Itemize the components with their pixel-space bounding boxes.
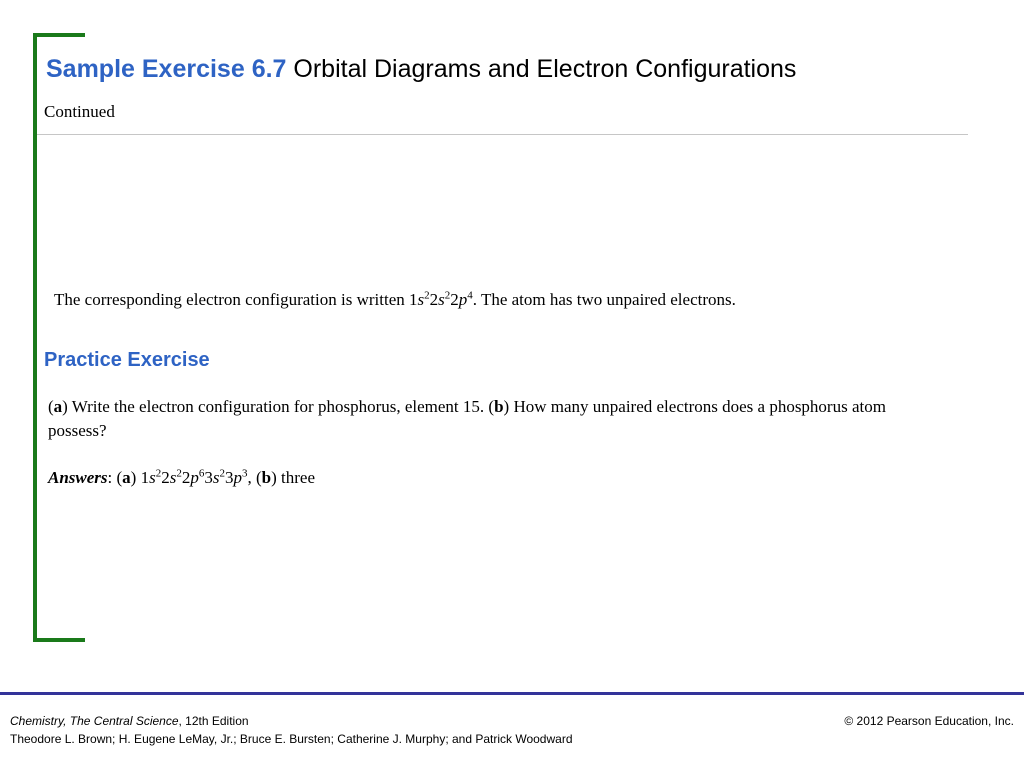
shell-number: 2	[181, 468, 191, 487]
shell-number: 2	[161, 468, 170, 487]
green-bracket-bottom	[33, 638, 85, 642]
electron-count: 6	[198, 467, 205, 480]
orbital-letter: s	[149, 468, 156, 487]
shell-number: 3	[204, 468, 213, 487]
orbital-letter: s	[169, 468, 177, 487]
electron-count: 3	[241, 467, 248, 480]
footer-authors: Theodore L. Brown; H. Eugene LeMay, Jr.; Bruce E. Bursten; Catherine J. Murphy; and Patrick Woodward	[10, 732, 573, 746]
header-divider	[37, 134, 968, 135]
exercise-title: Orbital Diagrams and Electron Configurations	[293, 55, 797, 83]
orbital-letter: s	[417, 290, 425, 309]
electron-count: 2	[219, 467, 225, 480]
answer-b-text: ) three	[271, 468, 315, 487]
book-edition: , 12th Edition	[178, 714, 249, 728]
answer-b-label: b	[261, 468, 272, 487]
answer-a-label: a	[122, 468, 131, 487]
question-paren: (	[48, 397, 54, 416]
green-bracket-top	[33, 33, 85, 37]
practice-exercise-heading: Practice Exercise	[44, 349, 210, 371]
practice-question	[48, 395, 918, 443]
book-title: Chemistry, The Central Science	[10, 714, 179, 728]
orbital-letter: p	[233, 468, 242, 487]
answers-separator: : (	[107, 468, 123, 487]
electron-count: 2	[176, 467, 182, 480]
solution-configuration	[418, 290, 473, 309]
practice-answers	[48, 466, 315, 490]
slide-title	[46, 52, 796, 86]
question-part-a: ) Write the electron configuration for phosphorus, element 15. (	[62, 397, 495, 416]
orbital-letter: s	[212, 468, 220, 487]
continued-label: Continued	[44, 102, 115, 121]
exercise-number: Sample Exercise 6.7	[46, 55, 287, 83]
footer-divider	[0, 692, 1024, 695]
question-part-b: ) How many unpaired electrons does a phosphorus atom possess?	[48, 397, 886, 440]
orbital-letter: p	[190, 468, 199, 487]
answers-label: Answers	[48, 468, 108, 487]
answer-mid: , (	[247, 468, 262, 487]
part-b-label: b	[494, 397, 504, 416]
electron-count: 2	[444, 289, 451, 302]
footer-copyright: © 2012 Pearson Education, Inc.	[844, 714, 1014, 728]
footer-book-info	[10, 713, 249, 730]
part-a-label: a	[53, 397, 63, 416]
solution-text	[54, 288, 736, 312]
orbital-letter: s	[438, 290, 445, 309]
solution-text-after: . The atom has two unpaired electrons.	[472, 290, 736, 309]
orbital-letter: p	[458, 290, 468, 309]
shell-number: 2	[450, 290, 459, 309]
answer-configuration	[149, 468, 247, 487]
shell-number: 3	[224, 468, 234, 487]
solution-text-before: The corresponding electron configuration is written 1	[54, 290, 418, 309]
shell-number: 2	[429, 290, 439, 309]
electron-count: 4	[467, 289, 473, 302]
answer-a-lead: ) 1	[130, 468, 150, 487]
electron-count: 2	[424, 289, 430, 302]
green-bracket-vertical	[33, 33, 37, 642]
electron-count: 2	[155, 467, 162, 480]
